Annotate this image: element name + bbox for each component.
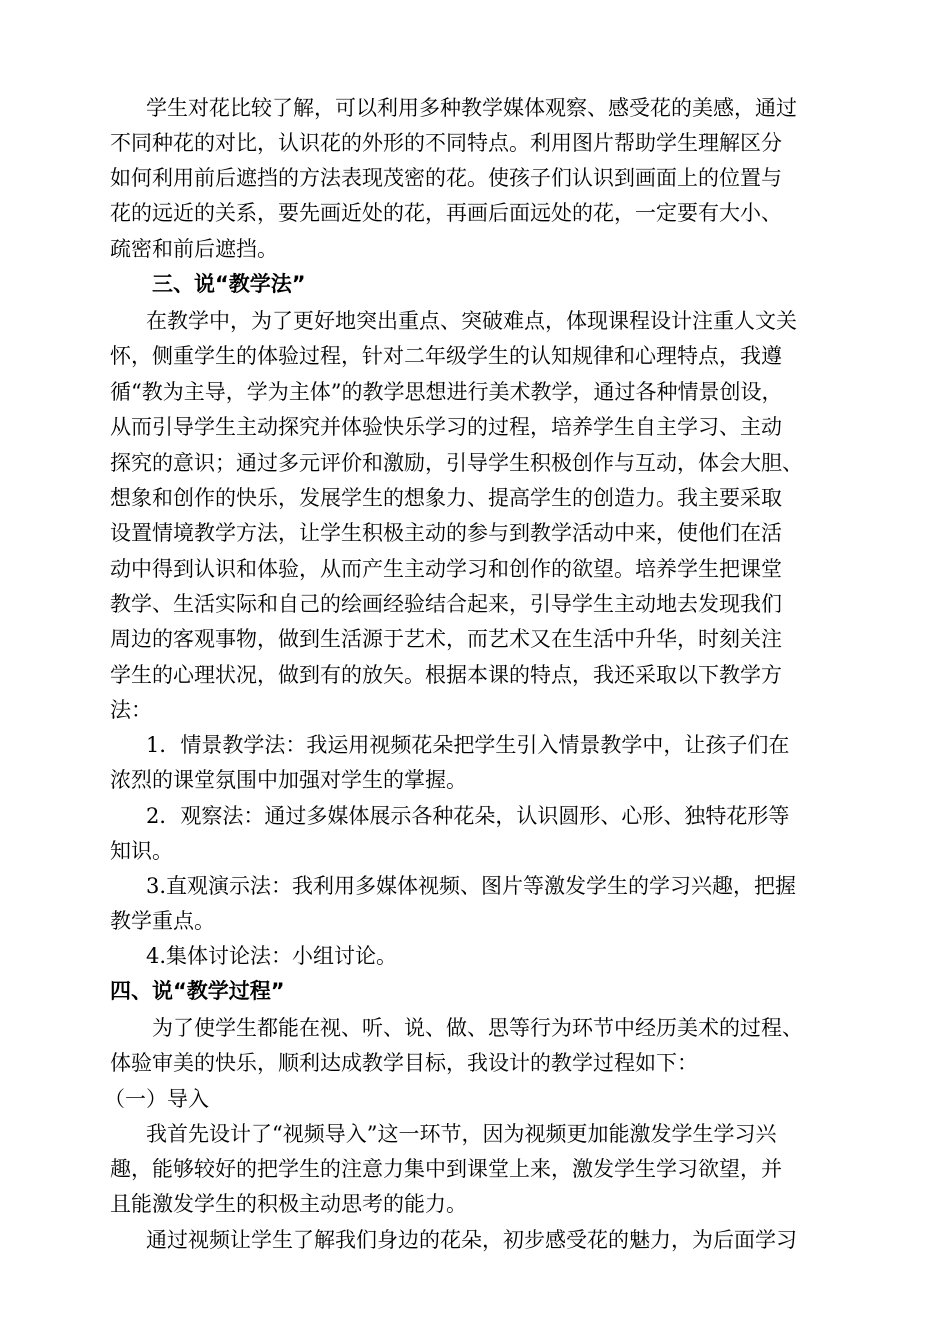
text-line: 在教学中，为了更好地突出重点、突破难点，体现课程设计注重人文关 xyxy=(146,309,797,333)
text-line: 学生对花比较了解，可以利用多种教学媒体观察、感受花的美感，通过 xyxy=(146,96,797,120)
text-line: 探究的意识；通过多元评价和激励，引导学生积极创作与互动，体会大胆、 xyxy=(110,451,803,475)
method-item: 4.集体讨论法：小组讨论。 xyxy=(146,944,398,968)
text-line: 通过视频让学生了解我们身边的花朵，初步感受花的魅力，为后面学习 xyxy=(146,1228,797,1252)
text-line: 周边的客观事物，做到生活源于艺术，而艺术又在生活中升华，时刻关注 xyxy=(110,627,782,651)
text-line: 从而引导学生主动探究并体验快乐学习的过程，培养学生自主学习、主动 xyxy=(110,415,782,439)
text-line: 想象和创作的快乐，发展学生的想象力、提高学生的创造力。我主要采取 xyxy=(110,486,782,510)
method-item: 3.直观演示法：我利用多媒体视频、图片等激发学生的学习兴趣，把握 xyxy=(146,874,797,898)
text-line: 设置情境教学方法，让学生积极主动的参与到教学活动中来，使他们在活 xyxy=(110,521,782,545)
text-line: 疏密和前后遮挡。 xyxy=(110,237,278,261)
text-line: 知识。 xyxy=(110,839,173,863)
text-line: 趣，能够较好的把学生的注意力集中到课堂上来，激发学生学习欲望，并 xyxy=(110,1157,782,1181)
text-line: 如何利用前后遮挡的方法表现茂密的花。使孩子们认识到画面上的位置与 xyxy=(110,166,782,190)
text-line: 动中得到认识和体验，从而产生主动学习和创作的欲望。培养学生把课堂 xyxy=(110,557,782,581)
text-line: 不同种花的对比，认识花的外形的不同特点。利用图片帮助学生理解区分 xyxy=(110,131,782,155)
subheading: （一）导入 xyxy=(104,1087,209,1111)
text-line: 体验审美的快乐，顺利达成教学目标，我设计的教学过程如下： xyxy=(110,1051,698,1075)
text-line: 花的远近的关系，要先画近处的花，再画后面远处的花，一定要有大小、 xyxy=(110,201,782,225)
text-line: 浓烈的课堂氛围中加强对学生的掌握。 xyxy=(110,768,467,792)
text-line: 循“教为主导，学为主体”的教学思想进行美术教学，通过各种情景创设， xyxy=(110,380,783,404)
method-item: 1．情景教学法：我运用视频花朵把学生引入情景教学中，让孩子们在 xyxy=(146,733,790,757)
text-line: 教学重点。 xyxy=(110,909,215,933)
text-line: 且能激发学生的积极主动思考的能力。 xyxy=(110,1192,467,1216)
section-heading: 三、说“教学法” xyxy=(152,272,306,296)
section-heading: 四、说“教学过程” xyxy=(110,979,285,1003)
text-line: 法： xyxy=(110,698,152,722)
text-line: 为了使学生都能在视、听、说、做、思等行为环节中经历美术的过程、 xyxy=(152,1016,803,1040)
method-item: 2．观察法：通过多媒体展示各种花朵，认识圆形、心形、独特花形等 xyxy=(146,804,790,828)
text-line: 我首先设计了“视频导入”这一环节，因为视频更加能激发学生学习兴 xyxy=(146,1122,777,1146)
text-line: 教学、生活实际和自己的绘画经验结合起来，引导学生主动地去发现我们 xyxy=(110,592,782,616)
text-line: 学生的心理状况，做到有的放矢。根据本课的特点，我还采取以下教学方 xyxy=(110,663,782,687)
text-line: 怀，侧重学生的体验过程，针对二年级学生的认知规律和心理特点，我遵 xyxy=(110,344,782,368)
